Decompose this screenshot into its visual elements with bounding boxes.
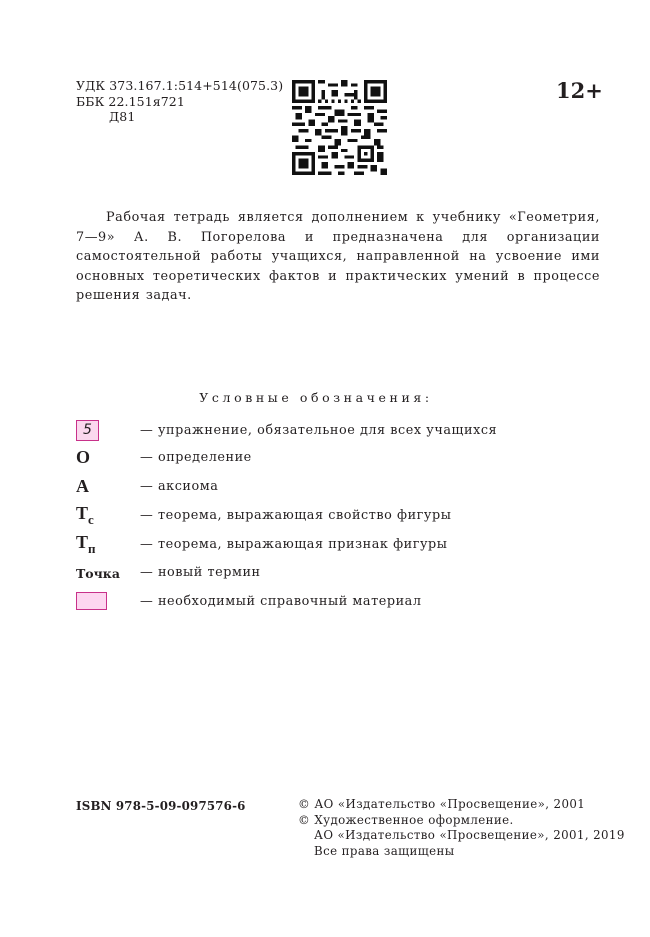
legend-desc: — определение	[140, 449, 252, 465]
theorem-criterion-symbol: $Т_п$	[76, 531, 96, 556]
theorem-property-symbol: $Т_с$	[76, 502, 94, 527]
legend-desc: — аксиома	[140, 478, 219, 494]
legend-item-reference	[76, 589, 422, 613]
isbn: ISBN 978-5-09-097576-6	[76, 799, 246, 813]
bibliographic-codes	[76, 78, 283, 125]
copyright-line: © АО «Издательство «Просвещение», 2001	[298, 797, 586, 811]
axiom-symbol: А	[76, 475, 89, 496]
legend-desc: — необходимый справочный материал	[140, 593, 422, 609]
legend-desc: — теорема, выражающая свойство фигуры	[140, 507, 452, 523]
qr-code-icon[interactable]	[292, 80, 387, 175]
copyright-line: © Художественное оформление.	[298, 812, 514, 827]
bbk-code: ББК 22.151я721	[76, 93, 185, 109]
legend-desc: — новый термин	[140, 564, 261, 580]
intro-text: Рабочая тетрадь является дополнением к учебнику «Геометрия, 7—9» А. В. Погорелова и предназначена для организации самостоятельной работы учащихся, направленной на усвоение ими основных теоретических фактов и практических умений в процессе решения задач.	[76, 210, 600, 304]
copyright-block	[298, 797, 625, 859]
exercise-box-icon: 5	[76, 420, 99, 441]
legend-desc: — упражнение, обязательное для всех учащихся	[140, 422, 498, 438]
copyright-line: Все права защищены	[314, 843, 455, 858]
legend-desc: — теорема, выражающая признак фигуры	[140, 536, 448, 552]
age-rating: 12+	[556, 78, 603, 103]
legend-item-exercise	[76, 418, 497, 442]
udk-code: УДК 373.167.1:514+514(075.3)	[76, 78, 284, 93]
reference-box-icon	[76, 592, 107, 610]
legend-item-new-term	[76, 560, 261, 584]
author-mark: Д81	[109, 109, 136, 124]
legend-item-theorem-criterion	[76, 532, 448, 556]
new-term-symbol: Точка	[76, 565, 120, 581]
legend-title: Условные обозначения:	[199, 390, 433, 405]
legend-item-theorem-property	[76, 503, 451, 527]
legend-item-axiom	[76, 474, 218, 498]
definition-symbol: О	[76, 446, 91, 467]
intro-paragraph	[76, 208, 600, 306]
copyright-line: АО «Издательство «Просвещение», 2001, 2019	[314, 828, 625, 842]
legend-item-definition	[76, 445, 252, 469]
